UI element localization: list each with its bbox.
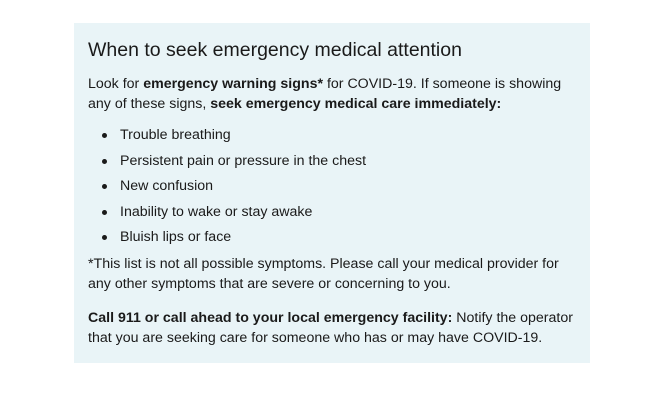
call-911-bold: Call 911 or call ahead to your local emergency facility: [88, 309, 453, 326]
list-item [102, 200, 576, 226]
call-911-text: Notify the operator that you are seeking care for someone who has or may have COVID-19. [88, 309, 573, 346]
emergency-info-card [74, 23, 590, 363]
bullet-icon [102, 184, 107, 189]
bullet-icon [102, 133, 107, 138]
symptom-list [88, 123, 576, 251]
list-item [102, 123, 576, 149]
call-911-paragraph [88, 308, 576, 348]
symptom-text: Persistent pain or pressure in the chest [120, 152, 367, 169]
list-item [102, 149, 576, 175]
card-title: When to seek emergency medical attention [88, 39, 462, 61]
symptom-text: Bluish lips or face [120, 229, 232, 245]
seek-care-text: seek emergency medical care immediately: [210, 96, 502, 112]
intro-middle: for COVID-19. If someone is showing any of these signs, [88, 76, 562, 112]
intro-paragraph [88, 74, 576, 114]
bullet-icon [102, 159, 107, 164]
symptom-text: Trouble breathing [120, 127, 231, 143]
intro-prefix: Look for [88, 76, 144, 92]
footnote: *This list is not all possible symptoms. Please call your medical provider for any other symptoms that are severe or concerning to you. [88, 255, 559, 292]
symptom-text: Inability to wake or stay awake [120, 203, 313, 220]
bullet-icon [102, 210, 107, 215]
bullet-icon [102, 235, 107, 240]
list-item [102, 174, 576, 200]
symptom-text: New confusion [120, 178, 214, 194]
emergency-warning-signs-text: emergency warning signs* [143, 76, 323, 92]
list-item [102, 225, 576, 251]
